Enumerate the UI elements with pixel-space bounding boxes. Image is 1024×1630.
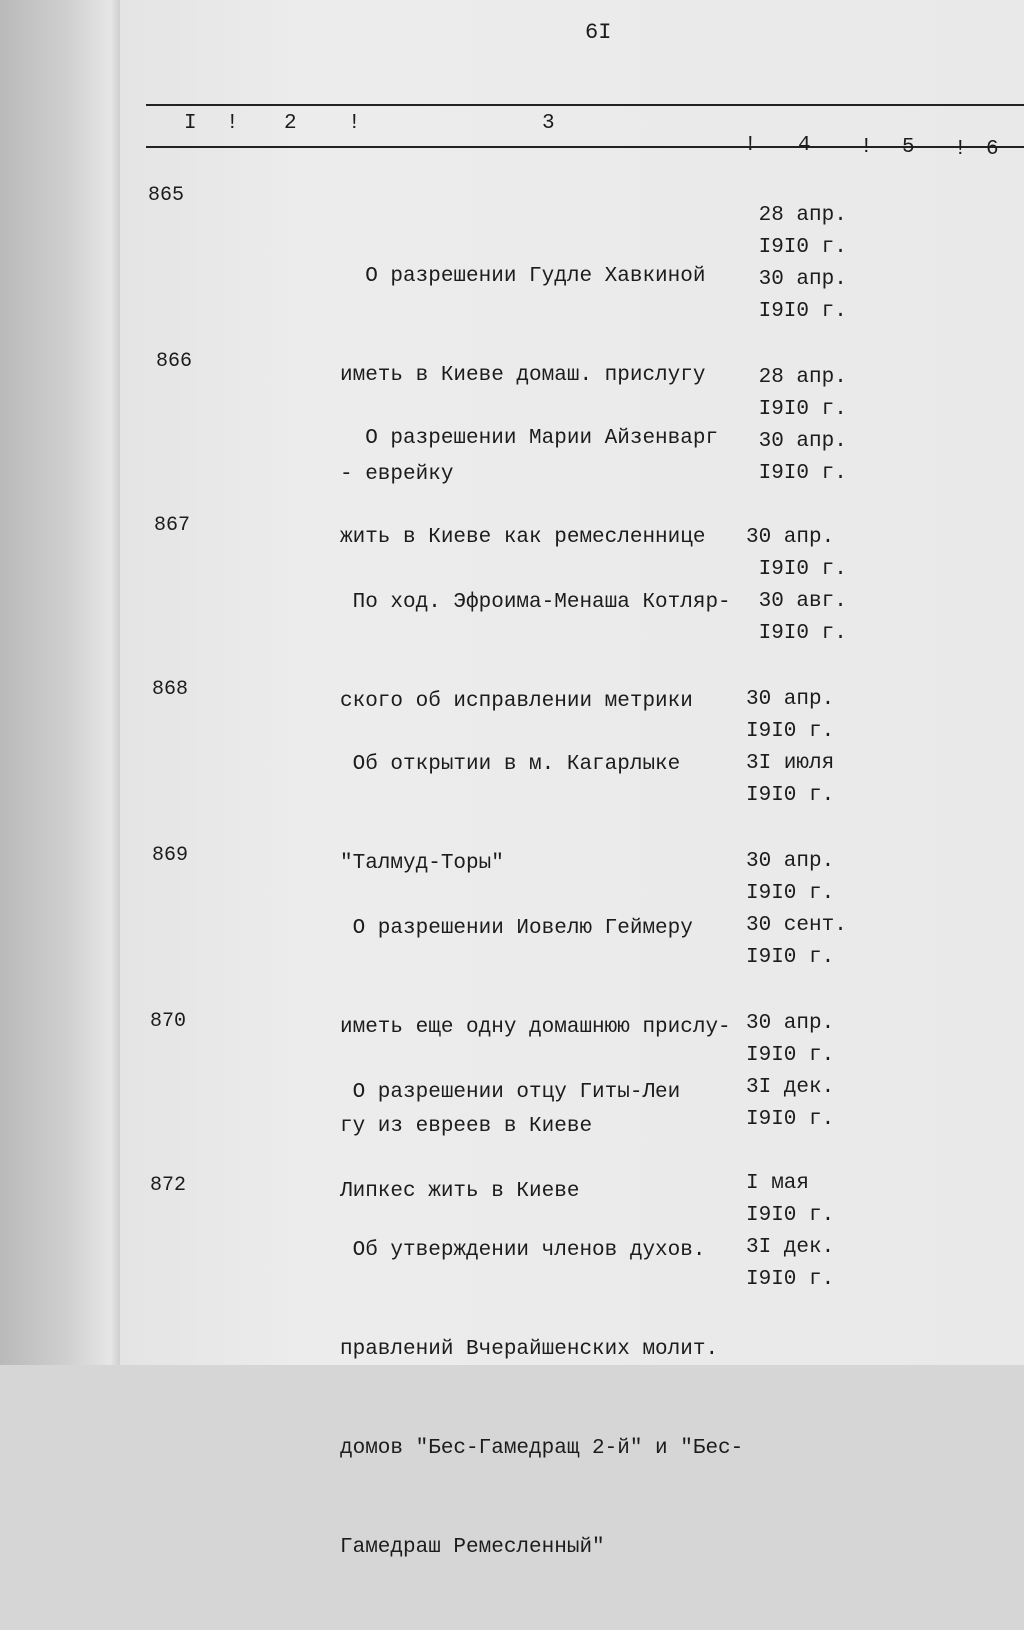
end-year: I9I0 г. (746, 946, 835, 969)
start-year: I9I0 г. (746, 1044, 835, 1067)
entry-line: О разрешении Марии Айзенварг (340, 427, 719, 450)
entry-line: - еврейку (340, 463, 454, 486)
end-year: I9I0 г. (746, 1268, 835, 1291)
start-date: 30 апр. (746, 526, 835, 549)
entry-line: правлений Вчерайшенских молит. (340, 1338, 719, 1361)
column-separator: ! (954, 138, 967, 161)
entry-number: 872 (150, 1174, 187, 1197)
start-year: I9I0 г. (746, 236, 847, 259)
entry-number: 865 (148, 184, 185, 207)
entry-line: ского об исправлении метрики (340, 690, 693, 713)
end-year: I9I0 г. (746, 622, 847, 645)
entry-line: О разрешении отцу Гиты-Леи (340, 1081, 681, 1104)
column-header-3: 3 (542, 112, 555, 135)
entry-line: Липкес жить в Киеве (340, 1180, 580, 1203)
header-rule-top (146, 104, 1024, 106)
entry-line: гу из евреев в Киеве (340, 1115, 593, 1138)
entry-dates (746, 1008, 866, 1136)
entry-line: Об утверждении членов духов. (340, 1239, 706, 1262)
end-date: 30 сент. (746, 914, 847, 937)
start-date: I мая (746, 1172, 810, 1195)
end-date: 30 апр. (746, 430, 847, 453)
column-header-2: 2 (284, 112, 297, 135)
entry-line: О разрешении Гудле Хавкиной (340, 265, 706, 288)
entry-line: Гамедраш Ремесленный" (340, 1536, 605, 1559)
start-date: 30 апр. (746, 850, 835, 873)
end-year: I9I0 г. (746, 462, 847, 485)
column-header-1: I (184, 112, 197, 135)
start-year: I9I0 г. (746, 882, 835, 905)
binding-gutter (0, 0, 120, 1365)
end-date: 30 апр. (746, 268, 847, 291)
end-date: 3I дек. (746, 1076, 835, 1099)
entry-dates (746, 1168, 866, 1296)
start-year: I9I0 г. (746, 398, 847, 421)
entry-dates (746, 522, 866, 650)
entry-number: 868 (152, 678, 189, 701)
start-year: I9I0 г. (746, 1204, 835, 1227)
entry-line: По ход. Эфроима-Менаша Котляр- (340, 591, 731, 614)
start-date: 28 апр. (746, 204, 847, 227)
column-separator: ! (226, 112, 239, 135)
entry-line: домов "Бес-Гамедращ 2-й" и "Бес- (340, 1437, 744, 1460)
start-date: 30 апр. (746, 688, 835, 711)
entry-dates (746, 684, 866, 812)
entry-line: иметь в Киеве домаш. прислугу (340, 364, 706, 387)
start-year: I9I0 г. (746, 720, 835, 743)
start-date: 28 апр. (746, 366, 847, 389)
entry-number: 866 (156, 350, 193, 373)
column-header-5: 5 (902, 136, 915, 159)
end-date: 3I июля (746, 752, 835, 775)
end-date: 30 авг. (746, 590, 847, 613)
header-rule-bottom (146, 146, 1024, 148)
end-year: I9I0 г. (746, 300, 847, 323)
page-number: 6I (585, 20, 612, 45)
entry-line: "Талмуд-Торы" (340, 852, 504, 875)
entry-dates (746, 200, 866, 328)
entry-description (340, 1168, 760, 1630)
column-header-6: 6 (986, 138, 999, 161)
column-header-4: 4 (798, 134, 811, 157)
end-year: I9I0 г. (746, 1108, 835, 1131)
column-separator: ! (860, 136, 873, 159)
column-separator: ! (744, 134, 757, 157)
entry-line: О разрешении Иовелю Геймеру (340, 917, 693, 940)
start-year: I9I0 г. (746, 558, 847, 581)
entry-line: иметь еще одну домашнюю прислу- (340, 1016, 731, 1039)
entry-line: Об открытии в м. Кагарлыке (340, 753, 681, 776)
entry-dates (746, 362, 866, 490)
entry-number: 869 (152, 844, 189, 867)
start-date: 30 апр. (746, 1012, 835, 1035)
end-date: 3I дек. (746, 1236, 835, 1259)
entry-line: жить в Киеве как ремесленнице (340, 526, 706, 549)
entry-number: 870 (150, 1010, 187, 1033)
entry-number: 867 (154, 514, 191, 537)
column-separator: ! (348, 112, 361, 135)
entry-dates (746, 846, 866, 974)
end-year: I9I0 г. (746, 784, 835, 807)
